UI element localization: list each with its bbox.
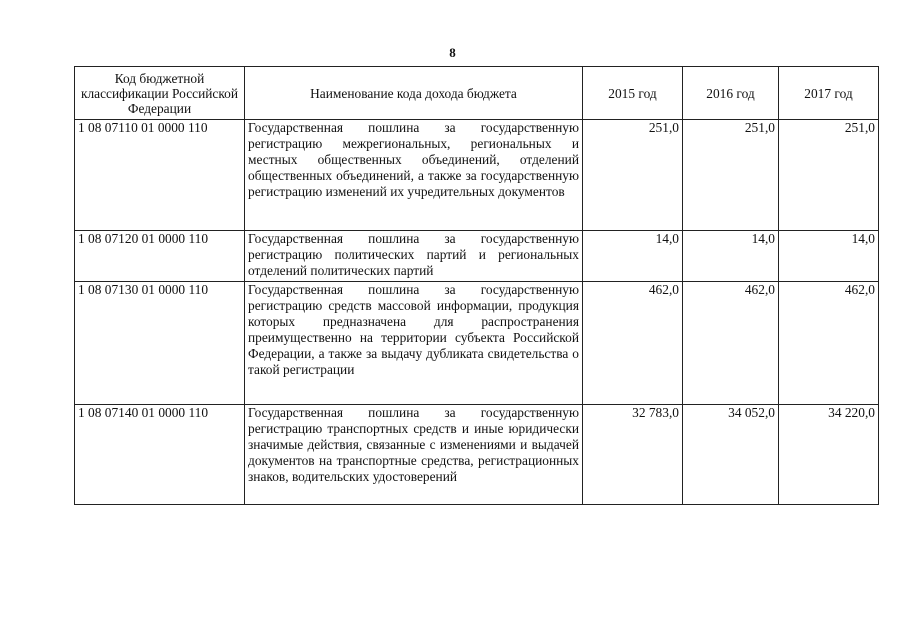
row-name: Государственная пошлина за государственную регистрацию политических партий и региональных отделений политических партий — [245, 231, 583, 282]
row-name: Государственная пошлина за государственную регистрацию средств массовой информации, продукция которых предназначена для распространения преимущественно на территории субъекта Российской Федерации, а также за выдачу дубликата свидетельства о такой регистрации — [245, 282, 583, 405]
row-value-2016: 34 052,0 — [683, 405, 779, 505]
row-value-2016: 14,0 — [683, 231, 779, 282]
row-code: 1 08 07110 01 0000 110 — [75, 120, 245, 231]
row-code: 1 08 07130 01 0000 110 — [75, 282, 245, 405]
row-code: 1 08 07120 01 0000 110 — [75, 231, 245, 282]
row-value-2015: 32 783,0 — [583, 405, 683, 505]
row-name: Государственная пошлина за государственную регистрацию межрегиональных, региональных и местных общественных объединений, отделений общественных объединений, а также за государственную регистрацию изменений их учредительных документов — [245, 120, 583, 231]
row-value-2016: 462,0 — [683, 282, 779, 405]
page-number: 8 — [449, 45, 456, 60]
header-year-2017: 2017 год — [779, 67, 879, 120]
table-row — [75, 231, 879, 282]
row-value-2016: 251,0 — [683, 120, 779, 231]
row-value-2015: 462,0 — [583, 282, 683, 405]
row-value-2017: 462,0 — [779, 282, 879, 405]
row-name: Государственная пошлина за государственную регистрацию транспортных средств и иные юридически значимые действия, связанные с изменениями и выдачей документов на транспортные средства, регистрационных знаков, водительских удостоверений — [245, 405, 583, 505]
row-value-2017: 34 220,0 — [779, 405, 879, 505]
budget-revenue-table — [74, 66, 879, 505]
row-value-2015: 251,0 — [583, 120, 683, 231]
row-value-2017: 251,0 — [779, 120, 879, 231]
table-row — [75, 120, 879, 231]
header-name: Наименование кода дохода бюджета — [245, 67, 583, 120]
table-header-row — [75, 67, 879, 120]
row-value-2017: 14,0 — [779, 231, 879, 282]
row-value-2015: 14,0 — [583, 231, 683, 282]
table-row — [75, 405, 879, 505]
row-code: 1 08 07140 01 0000 110 — [75, 405, 245, 505]
header-year-2015: 2015 год — [583, 67, 683, 120]
table-row — [75, 282, 879, 405]
header-code: Код бюджетной классификации Российской Федерации — [75, 67, 245, 120]
header-year-2016: 2016 год — [683, 67, 779, 120]
